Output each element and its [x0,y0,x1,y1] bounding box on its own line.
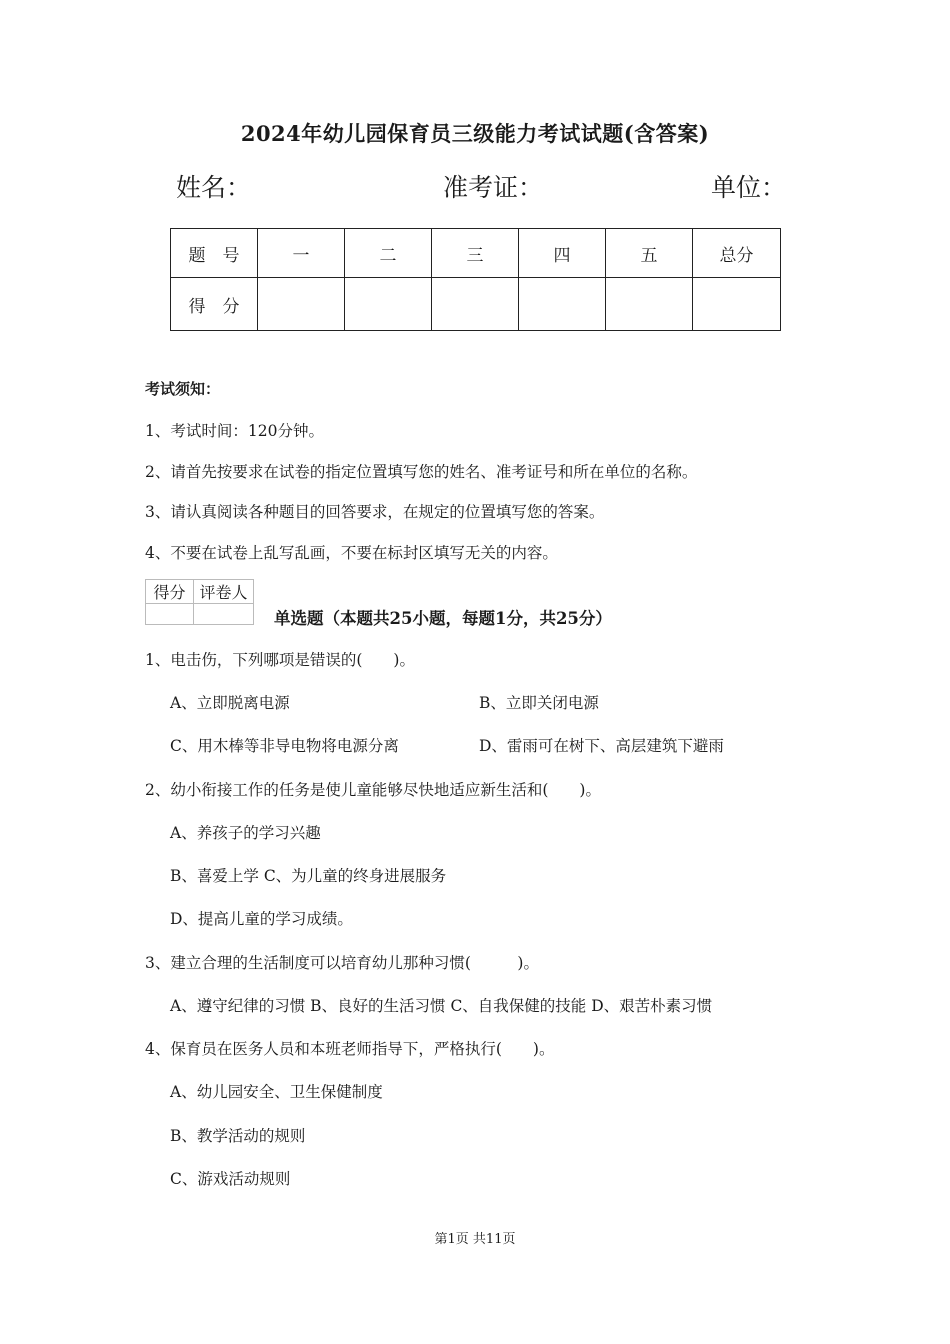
score-row-label: 得 分 [171,278,258,331]
question-stem: 4、保育员在医务人员和本班老师指导下，严格执行( )。 [145,1040,555,1058]
score-cell[interactable] [693,278,781,331]
exam-id-label: 准考证： [443,173,544,202]
question-option: C、用木棒等非导电物将电源分离 [170,737,399,755]
score-table-score-row [171,278,781,331]
score-header-cell: 四 [519,229,606,278]
score-header-cell: 题 号 [171,229,258,278]
unit-label: 单位： [711,173,787,202]
question-option: C、游戏活动规则 [170,1170,291,1188]
grader-score-label: 得分 [146,580,194,604]
question-option: A、养孩子的学习兴趣 [170,824,321,842]
grader-header-row [146,580,254,604]
score-header-cell: 五 [606,229,693,278]
score-cell[interactable] [345,278,432,331]
question-option: A、幼儿园安全、卫生保健制度 [170,1083,383,1101]
grader-score-cell[interactable] [146,604,194,625]
question-option: B、教学活动的规则 [170,1127,306,1145]
question-option: A、遵守纪律的习惯 B、良好的生活习惯 C、自我保健的技能 D、艰苦朴素习惯 [170,997,713,1015]
question-option: B、喜爱上学 C、为儿童的终身进展服务 [170,867,447,885]
score-header-cell: 一 [258,229,345,278]
question-stem: 1、电击伤，下列哪项是错误的( )。 [145,651,415,669]
grader-input-row [146,604,254,625]
notice-title: 考试须知： [145,380,221,398]
grader-reviewer-label: 评卷人 [194,580,254,604]
question-stem: 2、幼小衔接工作的任务是使儿童能够尽快地适应新生活和( )。 [145,781,601,799]
score-header-cell: 二 [345,229,432,278]
score-cell[interactable] [432,278,519,331]
section-title: 单选题（本题共25小题，每题1分，共25分） [274,609,612,628]
score-table-header-row [171,229,781,278]
notice-item: 4、不要在试卷上乱写乱画，不要在标封区填写无关的内容。 [145,544,558,562]
question-option: B、立即关闭电源 [479,694,599,712]
score-header-cell: 总分 [693,229,781,278]
notice-item: 2、请首先按要求在试卷的指定位置填写您的姓名、准考证号和所在单位的名称。 [145,463,698,481]
question-option: D、提高儿童的学习成绩。 [170,910,353,928]
score-cell[interactable] [606,278,693,331]
notice-item: 1、考试时间：120分钟。 [145,422,324,440]
grader-reviewer-cell[interactable] [194,604,254,625]
score-cell[interactable] [519,278,606,331]
question-option: D、雷雨可在树下、高层建筑下避雨 [479,737,724,755]
question-option: A、立即脱离电源 [170,694,290,712]
question-stem: 3、建立合理的生活制度可以培育幼儿那种习惯( )。 [145,954,539,972]
grader-box [145,579,254,625]
page-title: 2024年幼儿园保育员三级能力考试试题(含答案) [240,121,710,146]
name-label: 姓名： [176,173,252,202]
score-cell[interactable] [258,278,345,331]
notice-item: 3、请认真阅读各种题目的回答要求，在规定的位置填写您的答案。 [145,503,605,521]
page-footer: 第1页 共11页 [434,1232,516,1247]
score-table [170,228,781,331]
score-header-cell: 三 [432,229,519,278]
